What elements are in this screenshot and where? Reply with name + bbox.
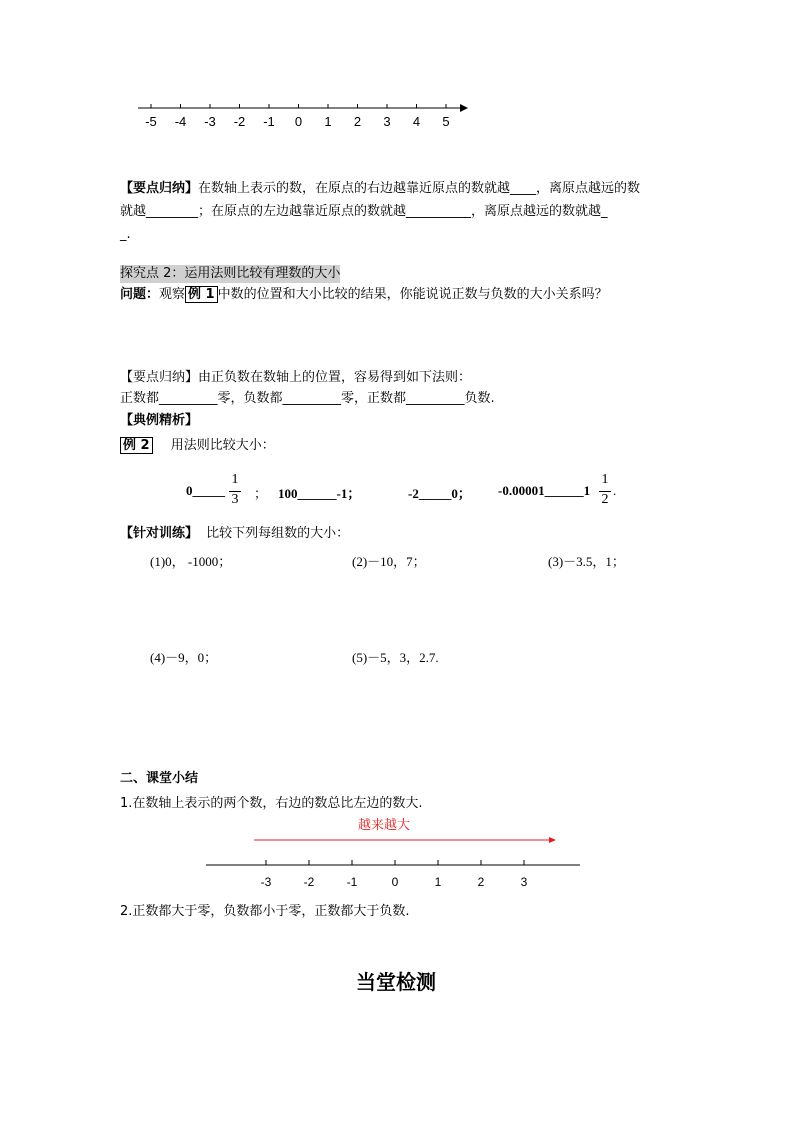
compare-d: -0.00001______1 <box>498 483 591 498</box>
question-pre: 观察 <box>159 287 186 302</box>
example-text: 用法则比较大小： <box>170 438 275 453</box>
tick-group <box>261 860 528 889</box>
arrow-label: 越来越大 <box>358 818 411 833</box>
nl1-tick-label: -3 <box>204 114 216 129</box>
nl2-tick-label: 0 <box>391 875 399 889</box>
final-title: 当堂检测 <box>356 970 436 994</box>
example-line <box>120 437 275 455</box>
summary-point-2: 2.正数都大于零，负数都小于零，正数都大于负数. <box>120 904 410 919</box>
nl2-tick-label: -1 <box>346 875 358 889</box>
nl1-tick-label: -5 <box>145 114 157 129</box>
nl1-tick-label: -2 <box>233 114 246 129</box>
axis-arrow-icon <box>460 104 468 112</box>
number-line-top <box>130 98 470 134</box>
nl2-tick-label: -3 <box>260 875 272 889</box>
nl2-tick-label: 2 <box>477 875 485 889</box>
compare-c: -2_____0； <box>408 486 471 501</box>
training-item-1: (1)0， -1000； <box>150 554 232 569</box>
training-item-3: (3)－3.5，1； <box>548 554 625 569</box>
question-label: 问题： <box>120 287 160 302</box>
training-text: 比较下列每组数的大小： <box>206 526 350 541</box>
nl1-tick-label: 4 <box>412 114 421 129</box>
increase-arrow-icon <box>549 837 556 843</box>
training-item-5: (5)－5，3，2.7. <box>352 650 439 665</box>
nl1-tick-label: 2 <box>353 114 362 129</box>
nl2-tick-label: 1 <box>434 875 442 889</box>
example2-box: 例 2 <box>120 437 153 454</box>
summary2-line2: 正数都_________零，负数都_________零，正数都_________负数. <box>120 391 495 406</box>
question-post: 中数的位置和大小比较的结果，你能说说正数与负数的大小关系吗？ <box>217 287 608 302</box>
nl1-tick-label: 5 <box>442 114 450 129</box>
frac-d-num: 1 <box>601 472 609 487</box>
number-line-summary <box>200 830 590 890</box>
training-line <box>120 525 349 543</box>
summary2-line1: 【要点归纳】由正负数在数轴上的位置，容易得到如下法则： <box>120 370 472 385</box>
nl1-tick-label: 3 <box>383 114 391 129</box>
compare-b: 100______-1； <box>278 486 361 501</box>
compare-d-tail: . <box>613 483 617 498</box>
section-title: 探究点 2：运用法则比较有理数的大小 <box>120 266 341 281</box>
class-summary-heading: 二、课堂小结 <box>120 771 199 786</box>
nl2-tick-label: 3 <box>520 875 528 889</box>
nl2-tick-label: -2 <box>303 875 315 889</box>
frac-a-num: 1 <box>231 472 239 487</box>
nl1-tick-label: 0 <box>294 114 303 129</box>
summary-label: 【要点归纳】 <box>120 181 199 196</box>
nl1-tick-label: -4 <box>174 114 187 129</box>
question-line <box>120 286 608 304</box>
summary-text: 在数轴上表示的数，在原点的右边越靠近原点的数就越____，离原点越远的数 <box>198 181 641 196</box>
summary1-line1 <box>120 180 640 198</box>
summary1-line3: _. <box>120 227 131 242</box>
compare-a-tail: ； <box>254 486 268 501</box>
compare-a: 0_____ <box>186 483 225 498</box>
training-heading: 【针对训练】 <box>120 526 199 541</box>
example-ref-box: 例 1 <box>185 286 218 303</box>
training-item-4: (4)－9，0； <box>150 650 218 665</box>
summary-point-1: 1.在数轴上表示的两个数，右边的数总比左边的数大. <box>120 796 423 811</box>
summary1-line2: 就越________；在原点的左边越靠近原点的数就越__________，离原点越远的数就越_ <box>120 204 608 219</box>
nl1-tick-label: -1 <box>263 114 275 129</box>
frac-d-den: 2 <box>601 492 609 507</box>
nl1-tick-label: 1 <box>324 114 332 129</box>
frac-a-den: 3 <box>231 492 239 507</box>
training-item-2: (2)－10，7； <box>352 554 426 569</box>
example-heading: 【典例精析】 <box>120 413 199 428</box>
